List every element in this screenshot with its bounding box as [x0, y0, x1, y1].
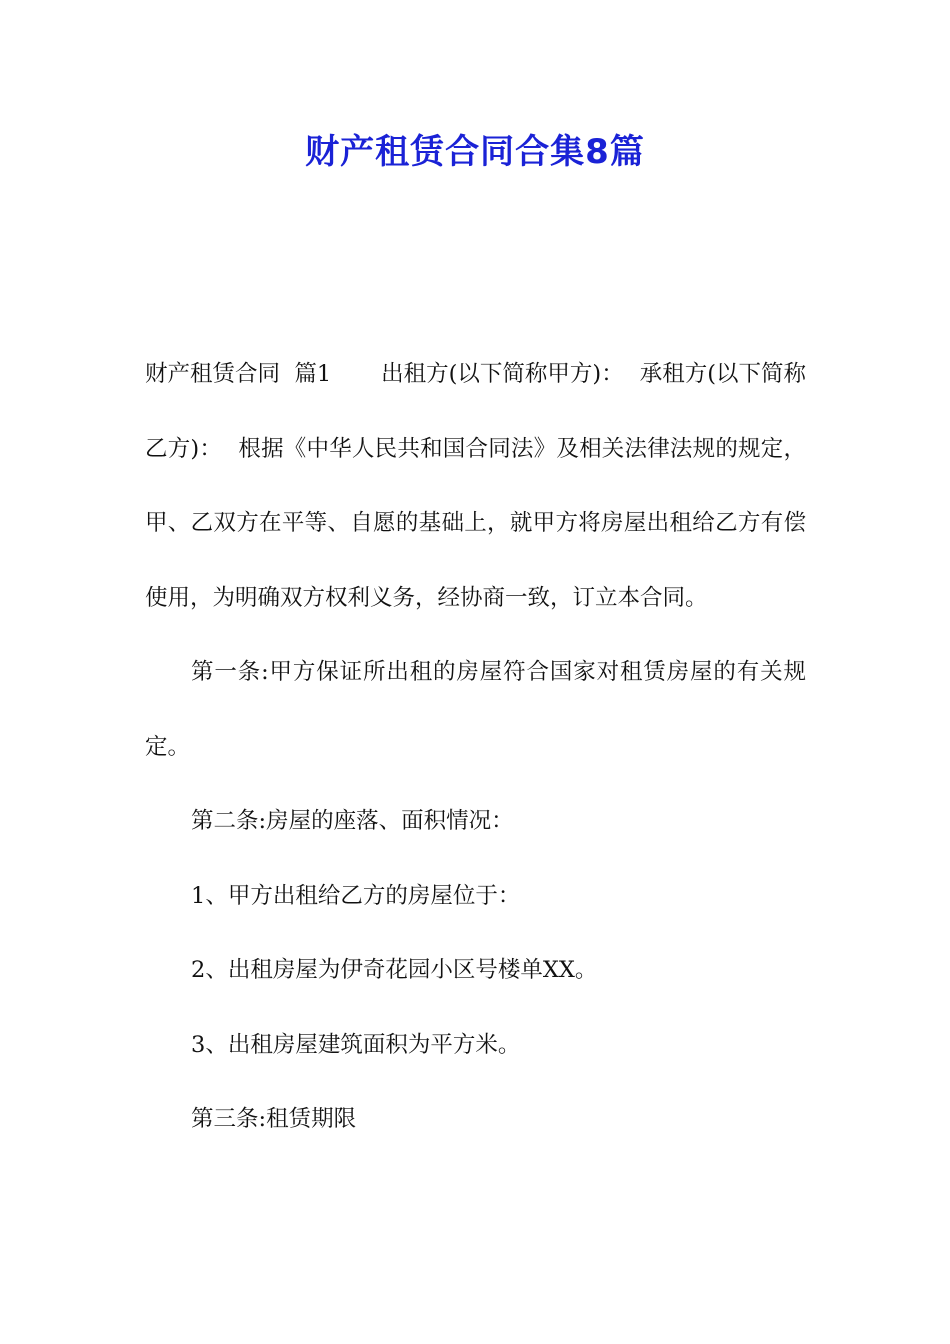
intro-heading: 财产租赁合同 篇1 — [145, 361, 332, 387]
document-title: 财产租赁合同合集8篇 — [305, 132, 645, 172]
intro-text: 根据《中华人民共和国合同法》及相关法律法规的规定，甲、乙双方在平等、自愿的基础上，就甲方将房屋出租给乙方有偿使用，为明确双方权利义务，经协商一致，订立本合同。 — [145, 435, 806, 611]
article-1: 第一条:甲方保证所出租的房屋符合国家对租赁房屋的有关规定。 — [145, 659, 806, 760]
lessor-label: 出租方(以下简称甲方)： — [381, 361, 624, 387]
lessee-label: 承租方(以下简称乙方)： — [145, 361, 807, 462]
article-2: 第二条:房屋的座落、面积情况： — [191, 808, 514, 834]
article-2-item-1: 1、甲方出租给乙方的房屋位于： — [191, 882, 521, 909]
intro-paragraph — [145, 337, 806, 635]
article-3: 第三条:租赁期限 — [191, 1106, 357, 1132]
article-2-item-2: 2、出租房屋为伊奇花园小区号楼单XX。 — [191, 957, 598, 983]
document-body — [145, 337, 806, 1157]
article-2-item-3: 3、出租房屋建筑面积为平方米。 — [191, 1031, 521, 1058]
